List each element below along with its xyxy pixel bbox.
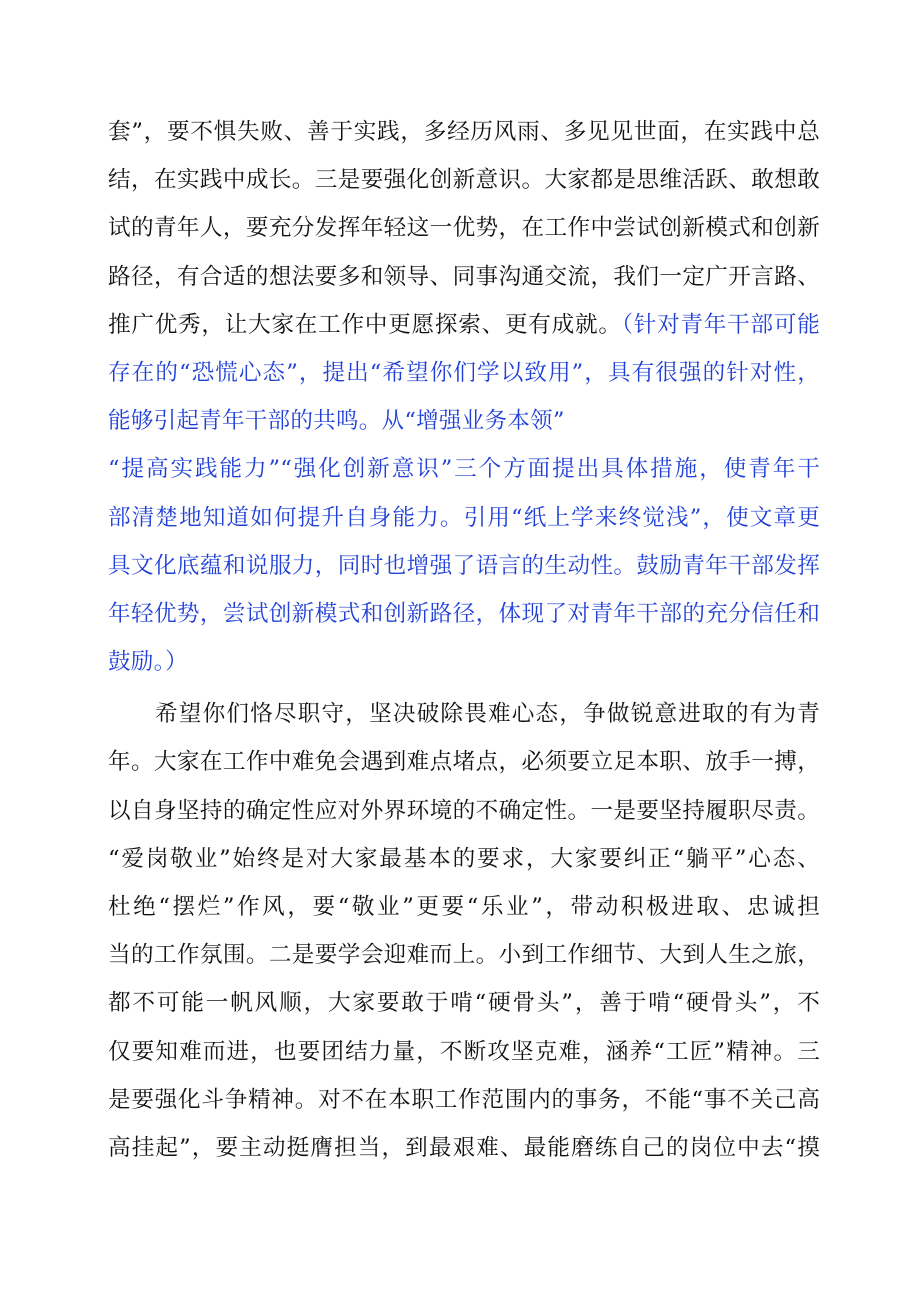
- text-line: 年。大家在工作中难免会遇到难点堵点，必须要立足本职、放手一搏，: [108, 749, 820, 776]
- text-line: 路径，有合适的想法要多和领导、同事沟通交流，我们一定广开言路、: [108, 263, 820, 290]
- text-line: “爱岗敬业”始终是对大家最基本的要求，大家要纠正“躺平”心态、: [108, 845, 820, 872]
- text-line: 当的工作氛围。二是要学会迎难而上。小到工作细节、大到人生之旅，: [108, 942, 820, 969]
- comment-line: 年轻优势，尝试创新模式和创新路径，体现了对青年干部的充分信任和: [108, 600, 820, 627]
- body-text: 推广优秀，让大家在工作中更愿探索、更有成就。: [108, 311, 622, 338]
- text-line: 以自身坚持的确定性应对外界环境的不确定性。一是要坚持履职尽责。: [108, 797, 820, 824]
- text-line: 希望你们恪尽职守，坚决破除畏难心态，争做锐意进取的有为青: [155, 701, 820, 728]
- comment-line: 鼓励。）: [108, 649, 188, 676]
- text-line-mixed: [108, 301, 820, 349]
- comment-line: 存在的“恐慌心态”，提出“希望你们学以致用”，具有很强的针对性，: [108, 359, 820, 386]
- text-line: 是要强化斗争精神。对不在本职工作范围内的事务，不能“事不关己高: [108, 1086, 821, 1113]
- comment-line: 能够引起青年干部的共鸣。从“增强业务本领”: [108, 408, 565, 435]
- text-line: 结，在实践中成长。三是要强化创新意识。大家都是思维活跃、敢想敢: [108, 167, 820, 194]
- comment-line: 部清楚地知道如何提升自身能力。引用“纸上学来终觉浅”，使文章更: [108, 504, 820, 531]
- text-line: 套”，要不惧失败、善于实践，多经历风雨、多见见世面，在实践中总: [108, 119, 821, 145]
- paragraph-1: [108, 108, 820, 686]
- comment-line: “提高实践能力”“强化创新意识”三个方面提出具体措施，使青年干: [108, 456, 820, 483]
- text-line: 高挂起”，要主动挺膺担当，到最艰难、最能磨练自己的岗位中去“摸: [108, 1134, 820, 1161]
- comment-text: （针对青年干部可能: [621, 311, 820, 338]
- text-line: 都不可能一帆风顺，大家要敢于啃“硬骨头”，善于啃“硬骨头”，不: [108, 990, 820, 1017]
- document-page: [108, 108, 820, 1172]
- paragraph-2: [108, 690, 820, 1172]
- text-line: 试的青年人，要充分发挥年轻这一优势，在工作中尝试创新模式和创新: [108, 215, 820, 242]
- text-line: 仅要知难而进，也要团结力量，不断攻坚克难，涵养“工匠”精神。三: [108, 1038, 820, 1065]
- comment-line: 具文化底蕴和说服力，同时也增强了语言的生动性。鼓励青年干部发挥: [108, 552, 820, 579]
- text-line: 杜绝“摆烂”作风，要“敬业”更要“乐业”，带动积极进取、忠诚担: [108, 894, 820, 920]
